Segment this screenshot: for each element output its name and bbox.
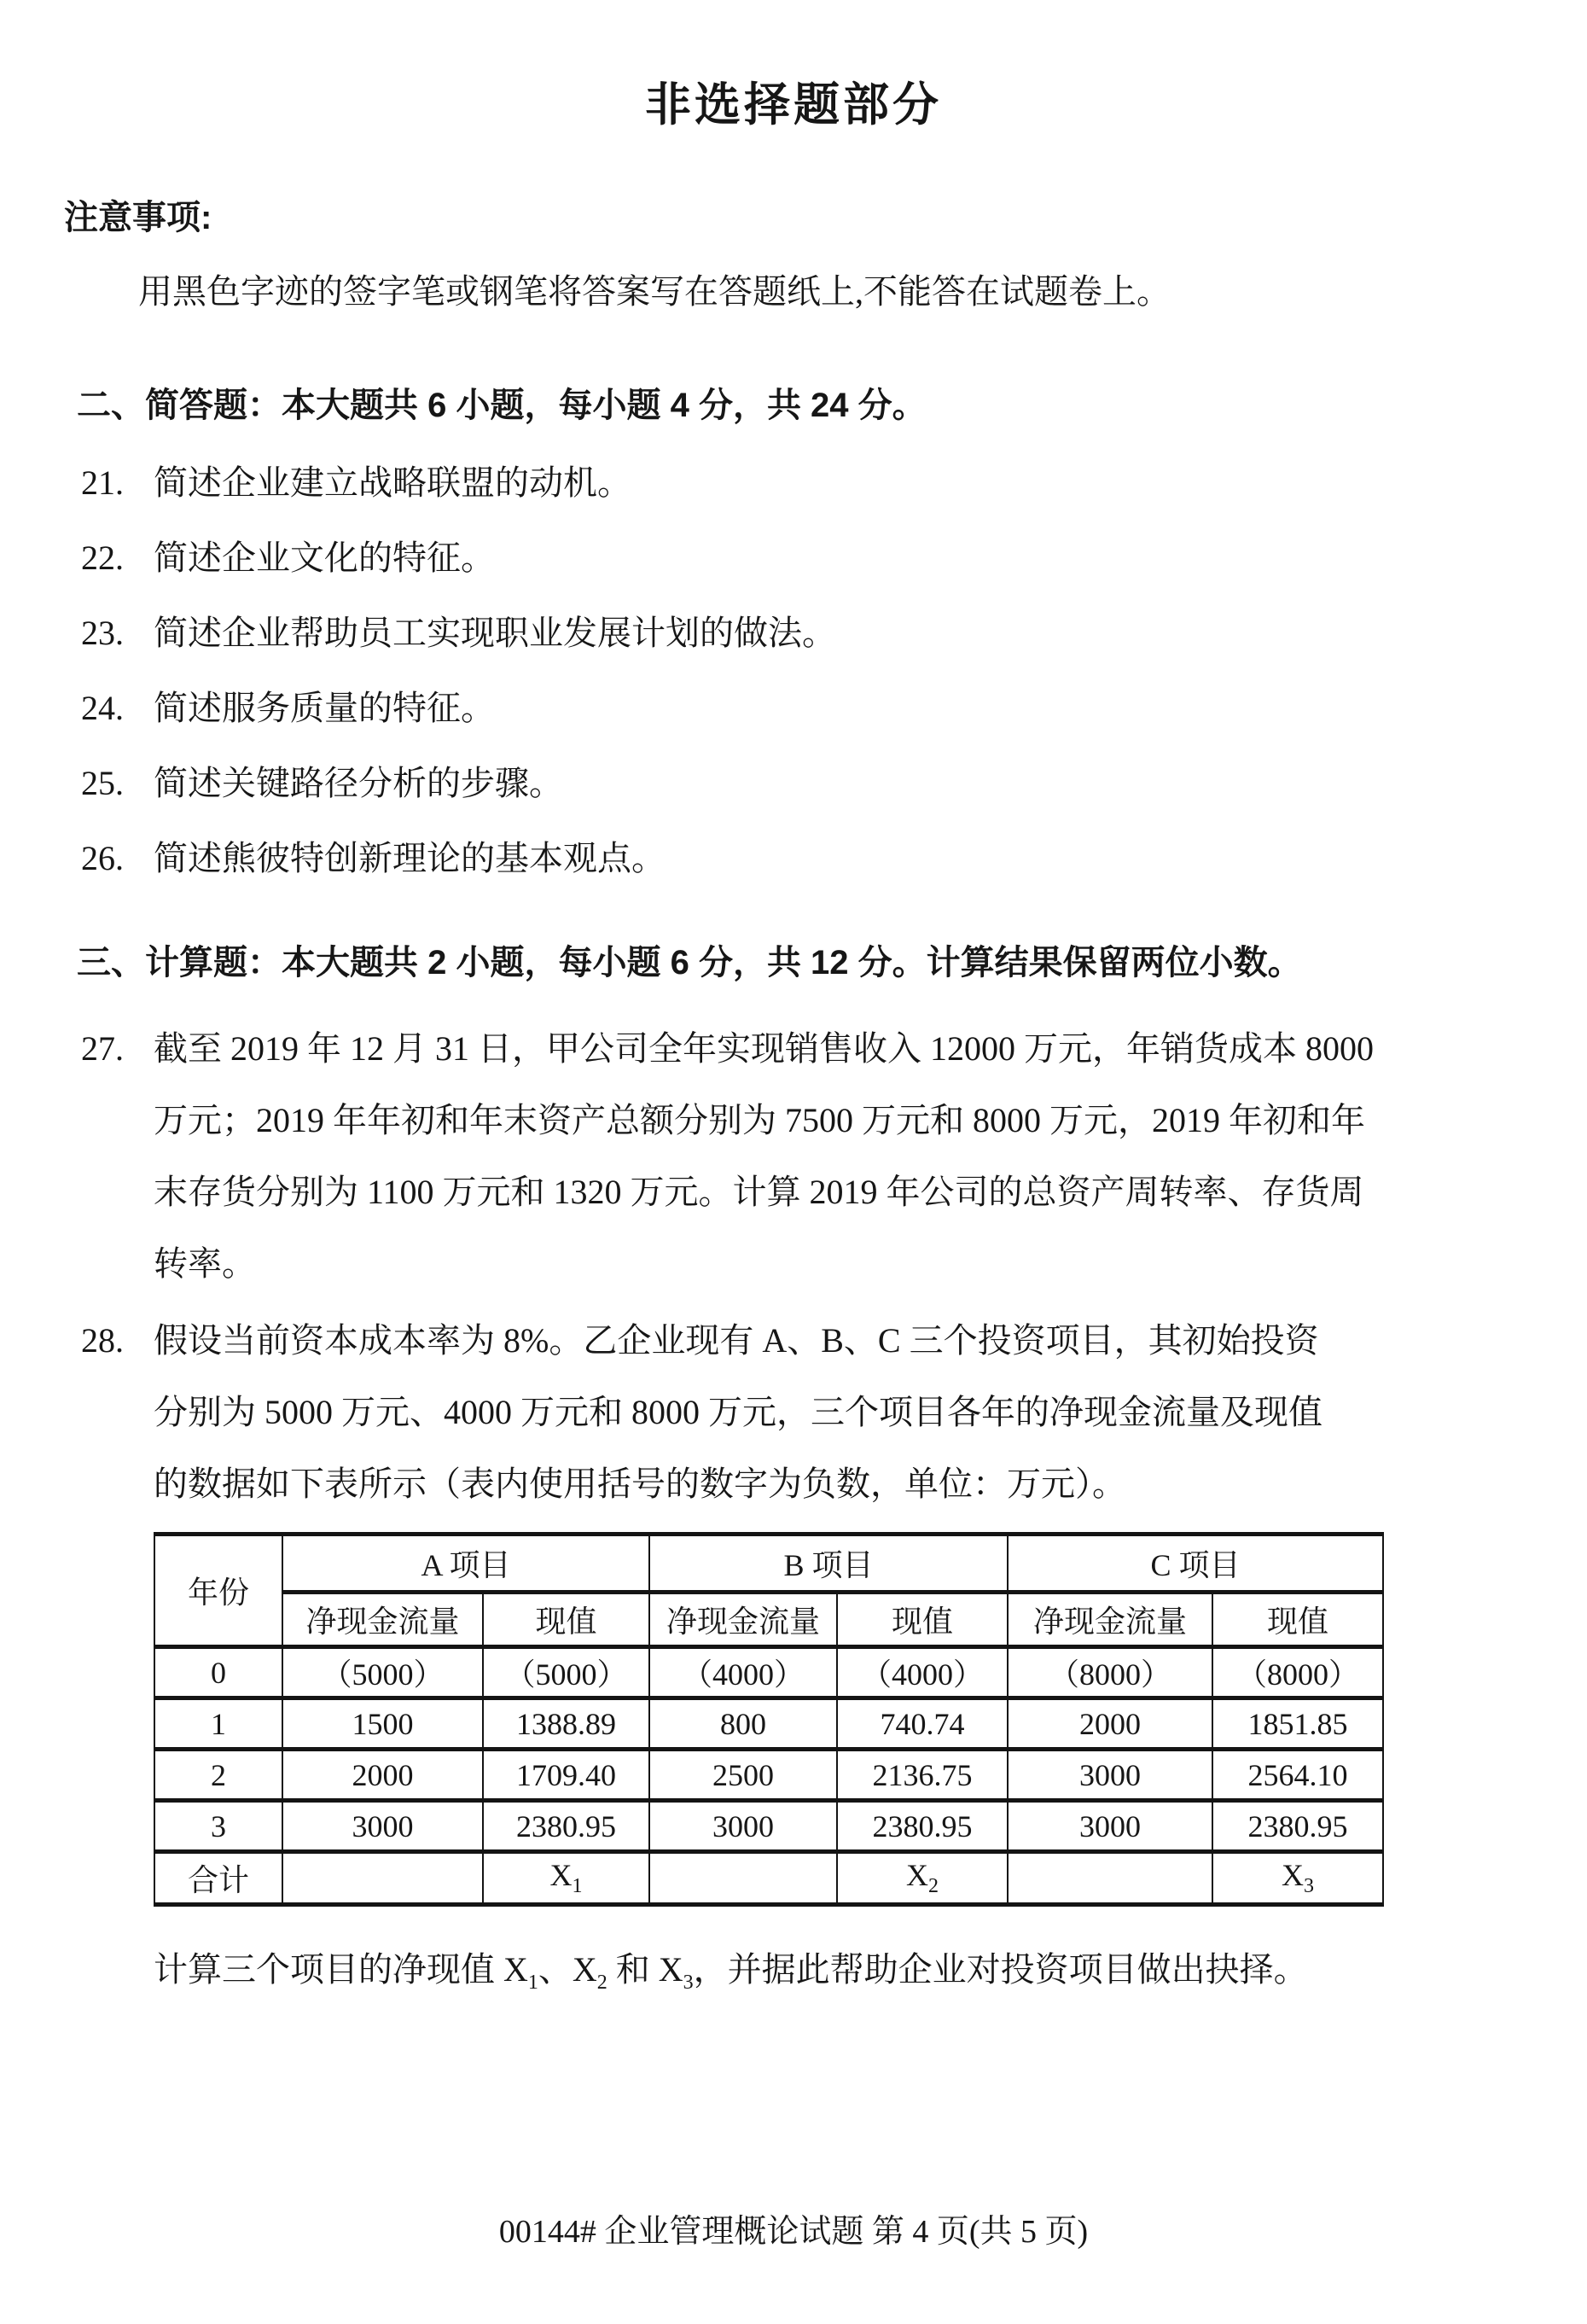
question-text: 简述企业建立战略联盟的动机。: [154, 463, 631, 502]
total-x3: $X_3$: [1212, 1852, 1383, 1905]
table-header-project-b: B 项目: [649, 1535, 1008, 1593]
question-27-line: 万元；2019 年年初和年末资产总额分别为 7500 万元和 8000 万元，2019 年初和年: [154, 1101, 1365, 1139]
notice-heading: 注意事项:: [64, 199, 212, 236]
table-cell: 800: [649, 1698, 837, 1750]
question-25: [81, 763, 1587, 804]
cashflow-table: [154, 1532, 1384, 1907]
total-label: 合计: [154, 1852, 282, 1905]
question-number: 22.: [81, 539, 124, 577]
table-cell: 740.74: [837, 1698, 1008, 1750]
table-cell: 2380.95: [1212, 1801, 1383, 1852]
table-subheader: 净现金流量: [282, 1593, 483, 1647]
table-cell: 3000: [649, 1801, 837, 1852]
table-row: [154, 1801, 1383, 1852]
table-subheader: 净现金流量: [649, 1593, 837, 1647]
table-subheader: 现值: [1212, 1593, 1383, 1647]
year-cell: 0: [154, 1647, 282, 1698]
closing-sentence: 计算三个项目的净现值 $X_1$、$X_2$ 和 $X_3$，并据此帮助企业对投资项目做出抉择。: [154, 1950, 1308, 1994]
table-cell: 1388.89: [483, 1698, 649, 1750]
question-21: [81, 463, 1587, 504]
table-cell: 1851.85: [1212, 1698, 1383, 1750]
question-text: 简述企业文化的特征。: [154, 539, 495, 577]
table-cell: 1500: [282, 1698, 483, 1750]
notice-text: 用黑色字迹的签字笔或钢笔将答案写在答题纸上,不能答在试题卷上。: [138, 272, 1171, 311]
question-22: [81, 538, 1587, 579]
question-26: [81, 838, 1587, 879]
table-cell: 2564.10: [1212, 1750, 1383, 1801]
question-24: [81, 688, 1587, 729]
table-header-project-a: A 项目: [282, 1535, 649, 1593]
year-cell: 1: [154, 1698, 282, 1750]
table-cell: 2136.75: [837, 1750, 1008, 1801]
total-x1: $X_1$: [483, 1852, 649, 1905]
question-27-line: 转率。: [154, 1244, 256, 1283]
page-title: 非选择题部分: [645, 79, 942, 131]
table-cell: （8000）: [1212, 1647, 1383, 1698]
table-cell: 2000: [282, 1750, 483, 1801]
question-23: [81, 613, 1587, 654]
question-number: 21.: [81, 463, 124, 502]
table-header-year: 年份: [154, 1535, 282, 1647]
table-cell: （5000）: [282, 1647, 483, 1698]
table-subheader: 现值: [483, 1593, 649, 1647]
table-cell: 2000: [1008, 1698, 1212, 1750]
question-28-body: [154, 1305, 1322, 1520]
table-cell: 3000: [282, 1801, 483, 1852]
table-cell: （8000）: [1008, 1647, 1212, 1698]
table-row: [154, 1750, 1383, 1801]
table-cell-empty: [1008, 1852, 1212, 1905]
table-subheader: 净现金流量: [1008, 1593, 1212, 1647]
table-cell: 1709.40: [483, 1750, 649, 1801]
table-cell: 2380.95: [483, 1801, 649, 1852]
question-28-line: 的数据如下表所示（表内使用括号的数字为负数，单位：万元）。: [154, 1465, 1126, 1503]
table-subheader: 现值: [837, 1593, 1008, 1647]
question-number: 26.: [81, 839, 124, 877]
year-cell: 3: [154, 1801, 282, 1852]
table-cell-empty: [282, 1852, 483, 1905]
table-cell: （4000）: [837, 1647, 1008, 1698]
question-text: 简述企业帮助员工实现职业发展计划的做法。: [154, 614, 836, 652]
table-cell-empty: [649, 1852, 837, 1905]
table-total-row: [154, 1852, 1383, 1905]
question-number: 23.: [81, 614, 124, 652]
question-number: 28.: [81, 1321, 124, 1360]
short-answer-list: [0, 463, 1587, 879]
question-27: [81, 1013, 1587, 1300]
question-number: 25.: [81, 764, 124, 802]
table-row: [154, 1647, 1383, 1698]
question-27-line: 末存货分别为 1100 万元和 1320 万元。计算 2019 年公司的总资产周转率、存货周: [154, 1173, 1364, 1211]
table-cell: 2380.95: [837, 1801, 1008, 1852]
table-row: [154, 1698, 1383, 1750]
question-text: 简述关键路径分析的步骤。: [154, 764, 563, 802]
question-27-body: [154, 1013, 1374, 1300]
table-cell: （4000）: [649, 1647, 837, 1698]
question-28: [81, 1305, 1587, 1520]
table-cell: （5000）: [483, 1647, 649, 1698]
section3-heading: 三、计算题：本大题共 2 小题，每小题 6 分，共 12 分。计算结果保留两位小数。: [77, 944, 1302, 981]
table-cell: 3000: [1008, 1750, 1212, 1801]
question-text: 简述熊彼特创新理论的基本观点。: [154, 839, 666, 877]
table-cell: 3000: [1008, 1801, 1212, 1852]
question-28-line: 分别为 5000 万元、4000 万元和 8000 万元，三个项目各年的净现金流量及现值: [154, 1393, 1322, 1431]
table-project-header-row: [154, 1535, 1383, 1593]
question-27-line: 截至 2019 年 12 月 31 日，甲公司全年实现销售收入 12000 万元，年销货成本 8000: [154, 1029, 1374, 1068]
table-header-project-c: C 项目: [1008, 1535, 1383, 1593]
year-cell: 2: [154, 1750, 282, 1801]
question-text: 简述服务质量的特征。: [154, 689, 495, 727]
page-footer: 00144# 企业管理概论试题 第 4 页(共 5 页): [498, 2214, 1089, 2250]
question-28-line: 假设当前资本成本率为 8%。乙企业现有 A、B、C 三个投资项目，其初始投资: [154, 1321, 1319, 1360]
table-subheader-row: [154, 1593, 1383, 1647]
question-number: 27.: [81, 1029, 124, 1068]
question-number: 24.: [81, 689, 124, 727]
section2-heading: 二、简答题：本大题共 6 小题，每小题 4 分，共 24 分。: [77, 387, 927, 424]
total-x2: $X_2$: [837, 1852, 1008, 1905]
table-cell: 2500: [649, 1750, 837, 1801]
